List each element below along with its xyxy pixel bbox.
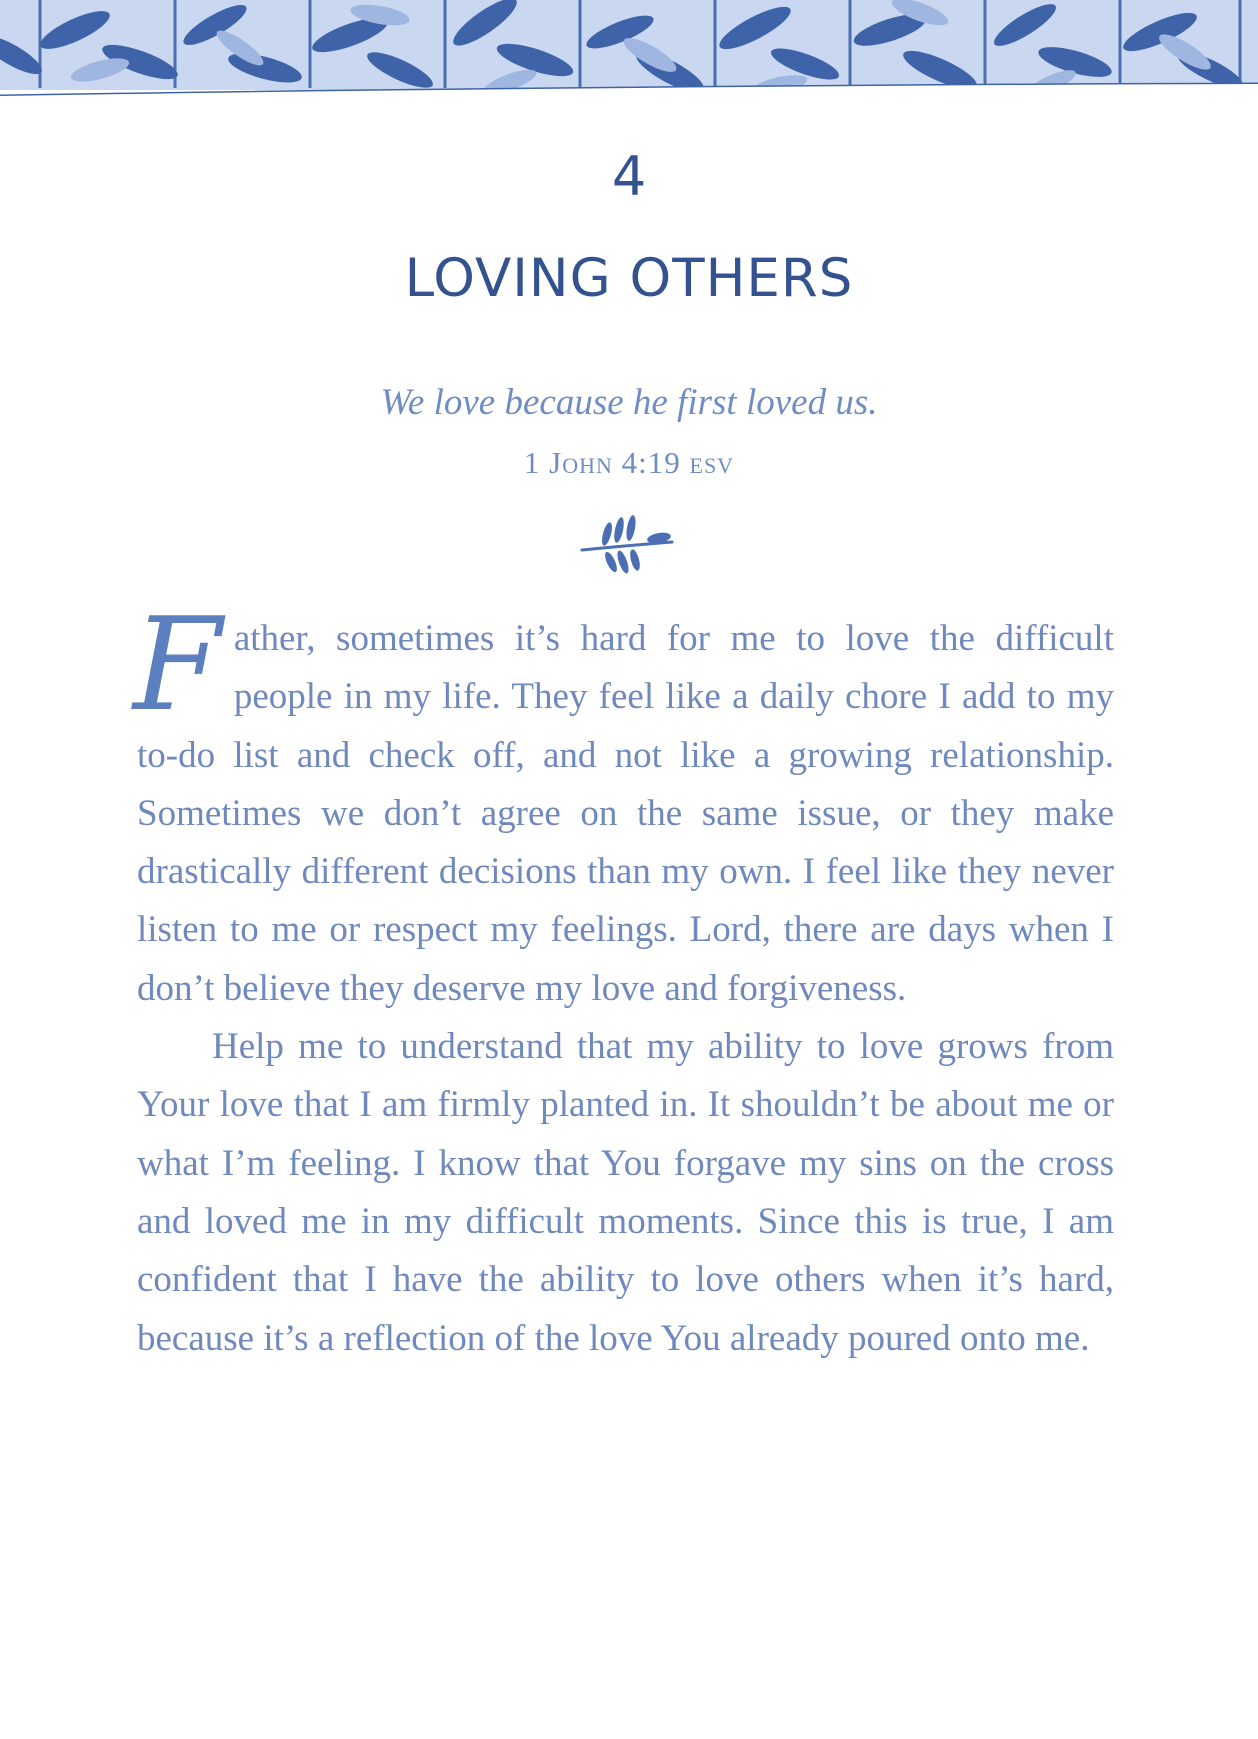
epigraph-quote: We love because he first loved us. (380, 382, 878, 423)
leaf-sprig-icon (577, 512, 677, 574)
chapter-number: 4 (611, 145, 647, 208)
chapter-title: LOVING OTHERS (404, 248, 854, 309)
drop-cap: F (133, 591, 222, 740)
body-text (133, 591, 1114, 1368)
paragraph-1 (133, 591, 1114, 1018)
epigraph-reference: 1 John 4:19 esv (523, 445, 735, 480)
paragraph-2: Help me to understand that my ability to love grows from Your love that I am firmly planted in. It shouldn’t be about me or what I’m feeling. I know that You forgave my sins on the cross and loved me in my difficult moments. Since this is true, I am confident that I have the ability to love others when it’s hard, because it’s a reflection of the love You already poured onto me. (137, 1026, 1114, 1359)
paragraph-1-text: ather, sometimes it’s hard for me to love the difficult people in my life. They feel like a daily chore I add to my to-do list and check off, and not like a growing relationship. Sometimes we don’t agree on the same issue, or they make drastically different decisions than my own. I feel like they never listen to me or respect my feelings. Lord, there are days when I don’t believe they deserve my love and forgiveness. (137, 618, 1114, 1009)
leaf-pattern-banner (0, 0, 1258, 100)
